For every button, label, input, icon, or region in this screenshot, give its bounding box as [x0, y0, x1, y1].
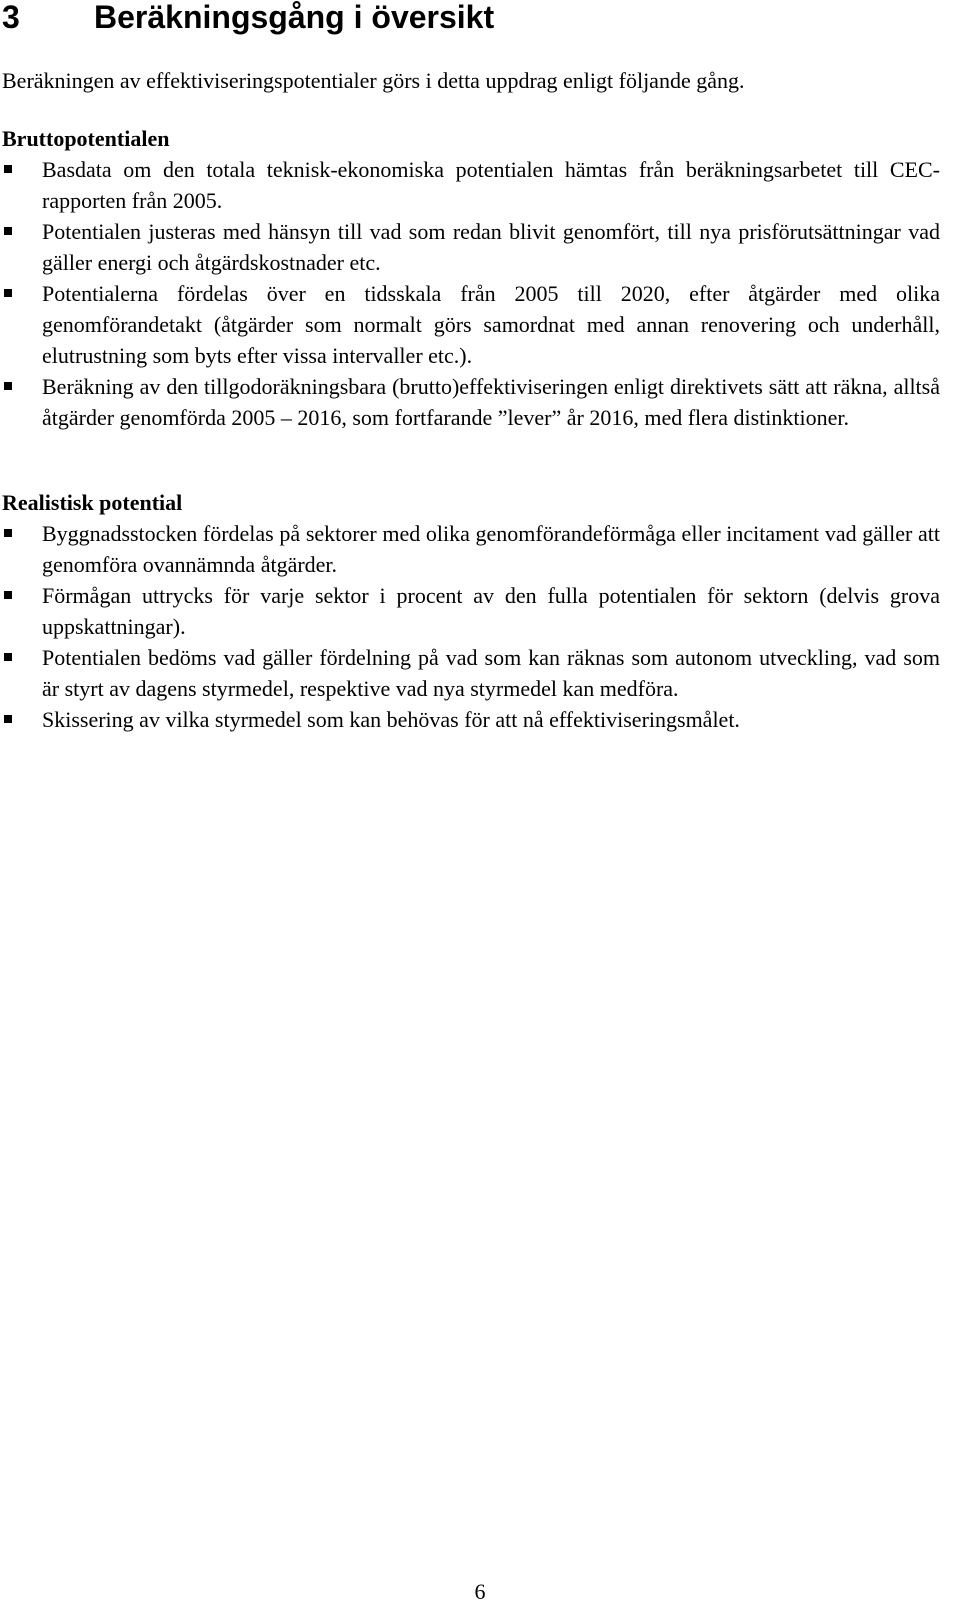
- section-heading: [2, 0, 494, 40]
- intro-paragraph: Beräkningen av effektiviseringspotentialer görs i detta uppdrag enligt följande gång.: [2, 68, 745, 93]
- list-item: [0, 580, 940, 642]
- subsection-title-bruttopotentialen: Bruttopotentialen: [2, 126, 170, 151]
- bullet-square-icon: [4, 289, 12, 297]
- bullet-list-bruttopotentialen: [0, 154, 940, 433]
- section-title: Beräkningsgång i översikt: [94, 0, 495, 35]
- list-item-text: Potentialen justeras med hänsyn till vad som redan blivit genomfört, till nya prisförutsättningar vad gäller energi och åtgärdskostnader etc.: [42, 219, 940, 275]
- list-item: [0, 371, 940, 433]
- list-item: [0, 518, 940, 580]
- list-item: [0, 278, 940, 371]
- list-item: [0, 642, 940, 704]
- bullet-square-icon: [4, 591, 12, 599]
- bullet-list-realistisk-potential: [0, 518, 940, 735]
- bullet-square-icon: [4, 653, 12, 661]
- list-item-text: Potentialerna fördelas över en tidsskala från 2005 till 2020, efter åtgärder med olika genomförandetakt (åtgärder som normalt görs samordnat med annan renovering och underhåll, elutrustning som byts efter vissa intervaller etc.).: [42, 281, 940, 368]
- section-number: 3: [2, 0, 20, 35]
- bullet-square-icon: [4, 382, 12, 390]
- bullet-square-icon: [4, 529, 12, 537]
- list-item-text: Skissering av vilka styrmedel som kan behövas för att nå effektiviseringsmålet.: [42, 707, 740, 732]
- page-number: 6: [474, 1579, 486, 1604]
- bullet-square-icon: [4, 715, 12, 723]
- list-item: [0, 216, 940, 278]
- list-item-text: Beräkning av den tillgodoräkningsbara (brutto)effektiviseringen enligt direktivets sätt att räkna, alltså åtgärder genomförda 2005 – 2016, som fortfarande ”lever” år 2016, med flera distinktioner.: [42, 374, 940, 430]
- list-item-text: Förmågan uttrycks för varje sektor i procent av den fulla potentialen för sektorn (delvis grova uppskattningar).: [42, 583, 940, 639]
- bullet-square-icon: [4, 165, 12, 173]
- list-item-text: Byggnadsstocken fördelas på sektorer med olika genomförandeförmåga eller incitament vad gäller att genomföra ovannämnda åtgärder.: [42, 521, 940, 577]
- bullet-square-icon: [4, 227, 12, 235]
- list-item-text: Potentialen bedöms vad gäller fördelning på vad som kan räknas som autonom utveckling, vad som är styrt av dagens styrmedel, respektive vad nya styrmedel kan medföra.: [42, 645, 940, 701]
- list-item: [0, 704, 940, 735]
- list-item-text: Basdata om den totala teknisk-ekonomiska potentialen hämtas från beräkningsarbetet till CEC-rapporten från 2005.: [42, 157, 940, 213]
- subsection-title-realistisk-potential: Realistisk potential: [2, 490, 183, 515]
- list-item: [0, 154, 940, 216]
